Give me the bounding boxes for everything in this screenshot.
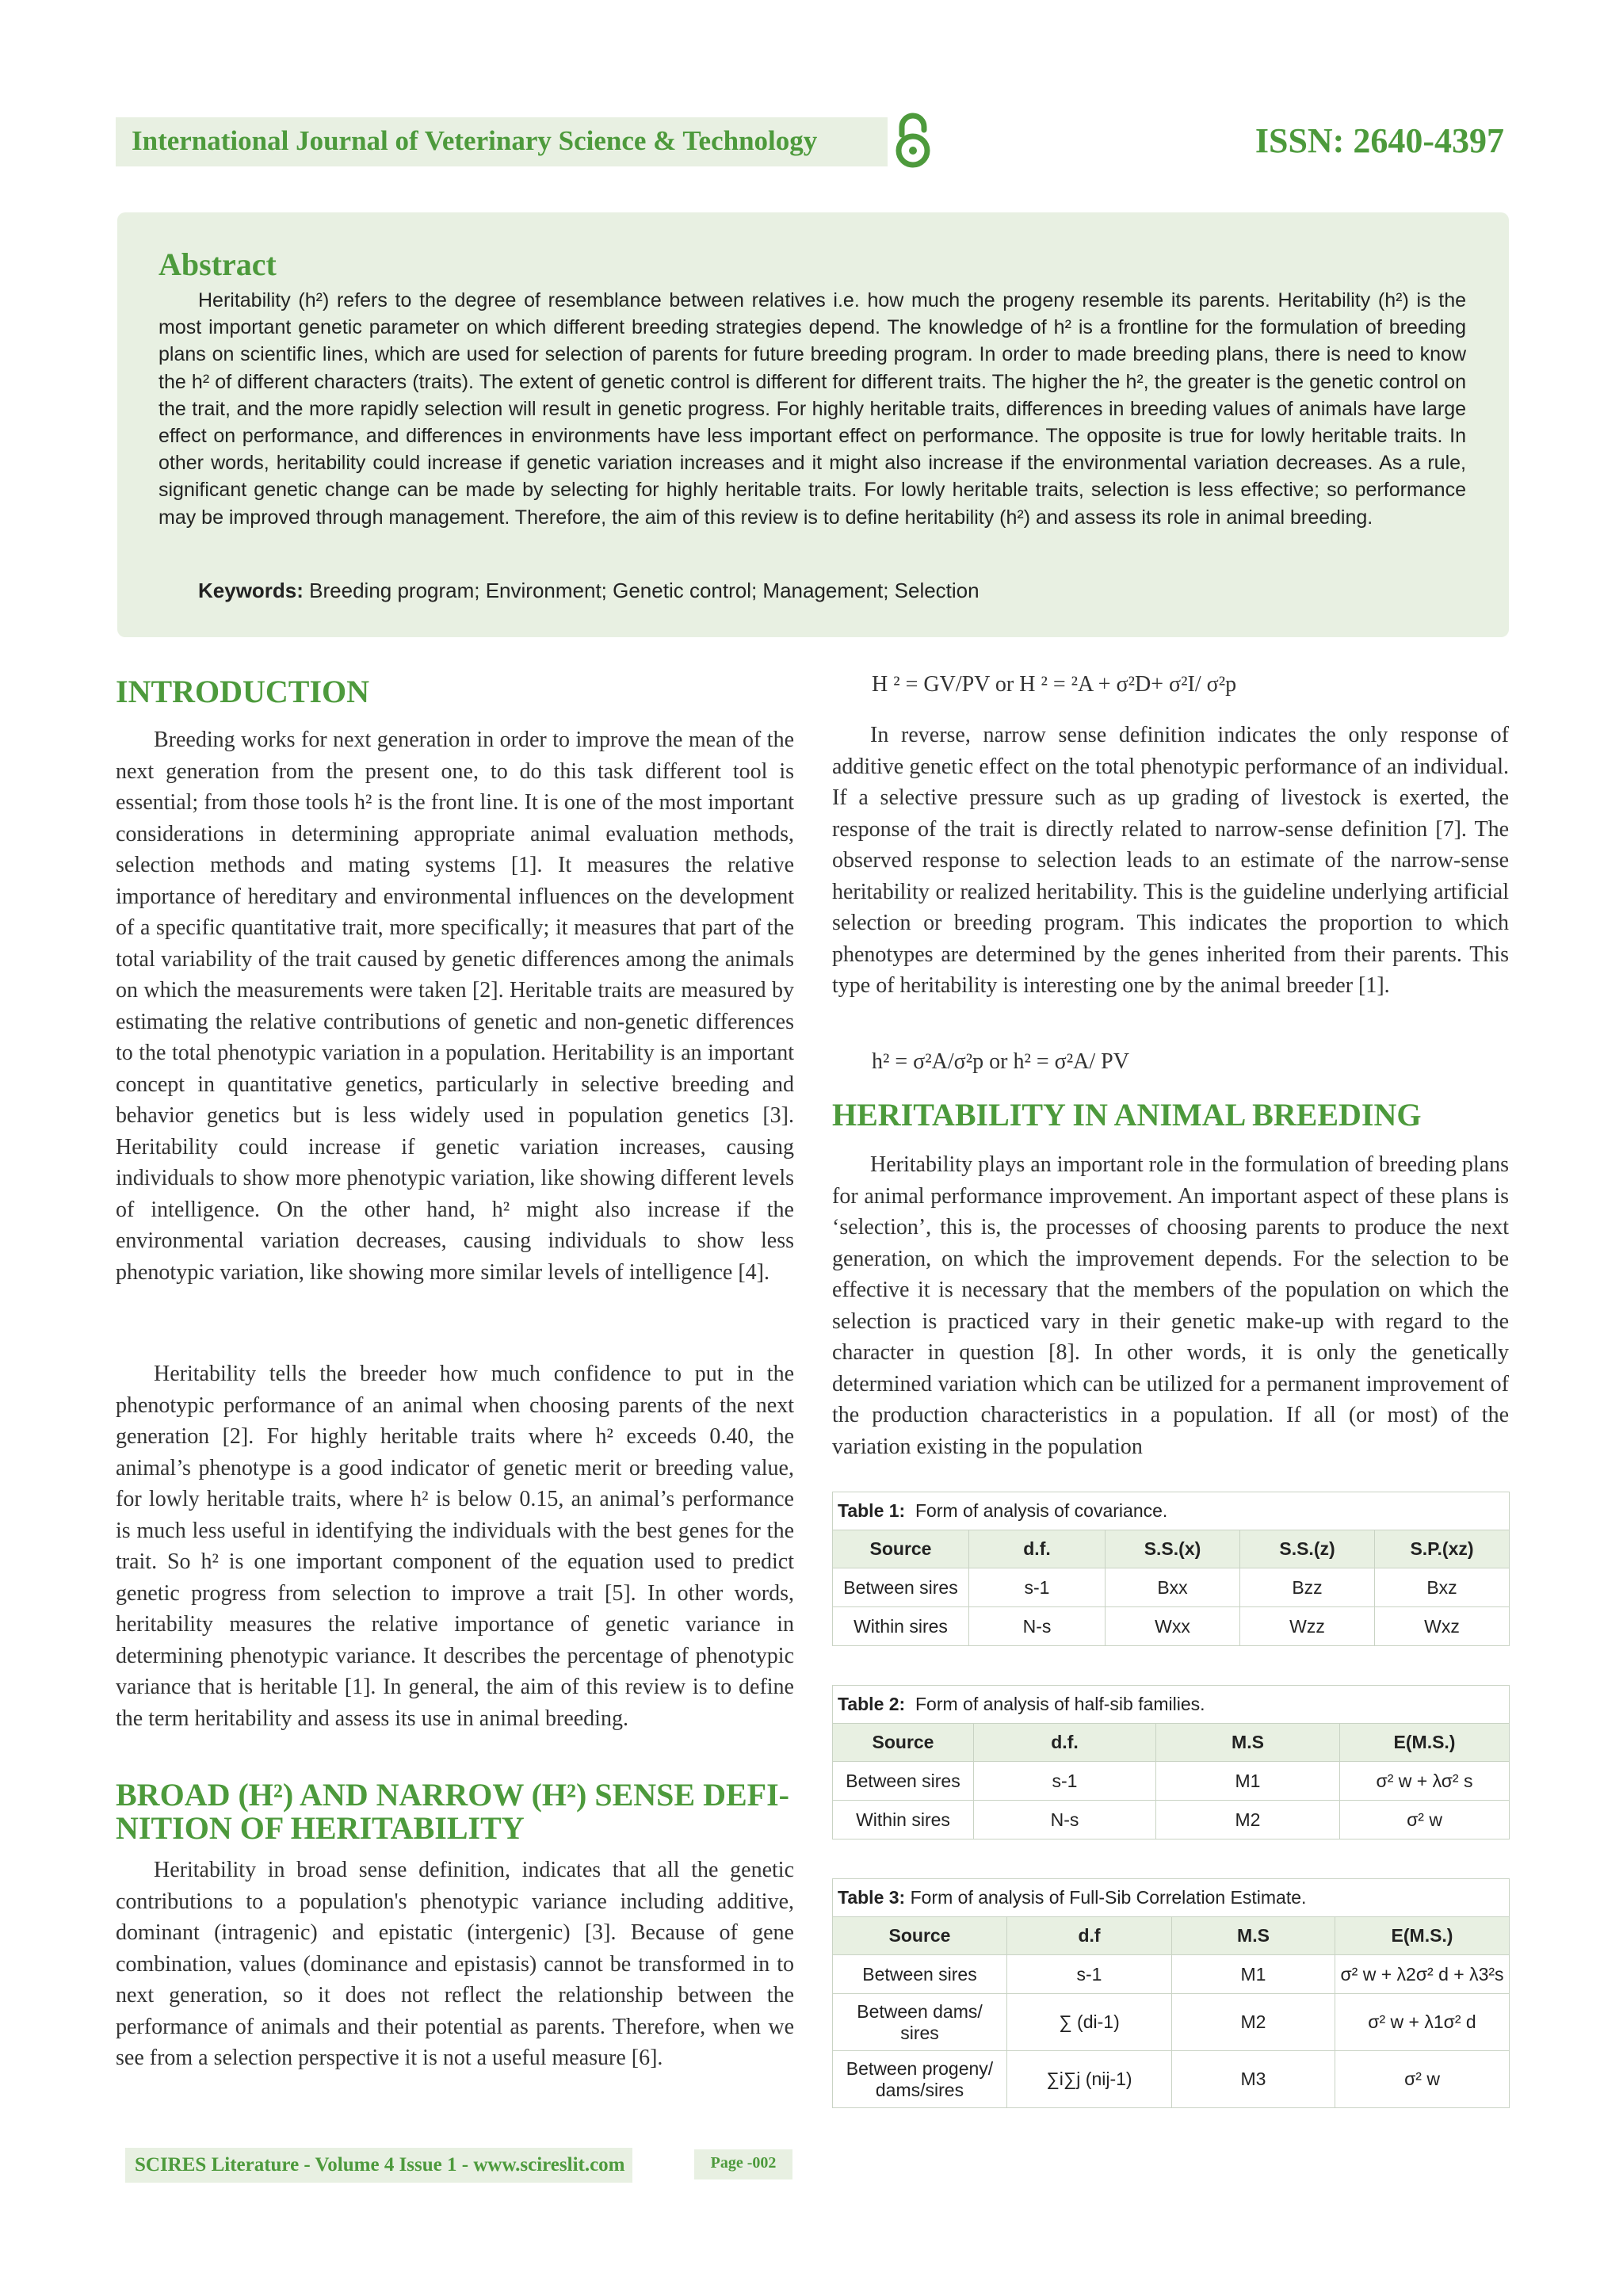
table-1-header: S.S.(x): [1106, 1530, 1240, 1568]
table-cell: σ² w + λ1σ² d: [1335, 1994, 1510, 2051]
table-3-header: d.f: [1007, 1917, 1172, 1955]
table-cell: Bxz: [1375, 1568, 1510, 1607]
table-cell: ∑ (di-1): [1007, 1994, 1172, 2051]
animal-breeding-heading: HERITABILITY IN ANIMAL BREEDING: [832, 1097, 1422, 1133]
issn: ISSN: 2640-4397: [1254, 121, 1504, 160]
table-cell: Between sires: [833, 1568, 969, 1607]
table-cell: Between dams/ sires: [833, 1994, 1007, 2051]
table-cell: Bxx: [1106, 1568, 1240, 1607]
broad-sense-text: Heritability in broad sense definition, indicates that all the genetic contributions to a population's phenotypic variance including additive, dominant (intragenic) and epistatic (intergenic) [3]. Because of gene combination, values (dominance and epistasis) cannot be transformed in to next generation, so it does not reflect the relationship between the performance of animals and their potential as parents. Therefore, when we see from a selection perspective it is not a useful measure [6].: [116, 1858, 794, 2070]
broad-narrow-heading-line2: NITION OF HERITABILITY: [116, 1810, 525, 1846]
table-cell: N-s: [974, 1801, 1156, 1839]
table-cell: Between progeny/ dams/sires: [833, 2051, 1007, 2108]
table-1-header: S.P.(xz): [1375, 1530, 1510, 1568]
table-cell: Between sires: [833, 1955, 1007, 1994]
table-cell: M1: [1156, 1762, 1340, 1801]
table-cell: M2: [1156, 1801, 1340, 1839]
table-1: [832, 1492, 1509, 1646]
introduction-heading: INTRODUCTION: [116, 674, 370, 709]
table-2-label: Table 2:: [838, 1694, 906, 1714]
table-row: [833, 1801, 1510, 1839]
narrow-heritability-formula: h² = σ²A/σ²p or h² = σ²A/ PV: [872, 1049, 1129, 1074]
table-2-caption: [833, 1686, 1510, 1724]
table-1-header: d.f.: [969, 1530, 1106, 1568]
introduction-paragraph-1: [116, 724, 794, 1288]
table-1-label: Table 1:: [838, 1500, 906, 1521]
table-3-caption: [833, 1879, 1510, 1917]
table-1-caption-text: Form of analysis of covariance.: [915, 1500, 1168, 1521]
table-cell: σ² w + λ2σ² d + λ3²s: [1335, 1955, 1510, 1994]
table-2-caption-text: Form of analysis of half-sib families.: [915, 1694, 1205, 1714]
table-2: [832, 1685, 1509, 1839]
table-3-header: E(M.S.): [1335, 1917, 1510, 1955]
table-cell: M1: [1172, 1955, 1335, 1994]
table-3-label: Table 3:: [838, 1887, 906, 1908]
table-cell: σ² w: [1335, 2051, 1510, 2108]
introduction-p2-text: Heritability tells the breeder how much confidence to put in the phenotypic performance of an animal when choosing parents of the next generation [2]. For highly heritable traits where h² exceeds 0.40, the animal’s phenotype is a good indicator of genetic merit or breeding value, for lowly heritable traits, where h² is below 0.15, an animal’s performance is much less useful in identifying the individuals with the best genes for the trait. So h² is one important component of the equation used to predict genetic progress from selection to improve a trait [5]. In other words, heritability measures the relative importance of genetic variance in determining phenotypic variance. It describes the percentage of phenotypic variance that is heritable [1]. In general, the aim of this review is to define the term heritability and assess its use in animal breeding.: [116, 1362, 794, 1731]
keywords-label: Keywords:: [198, 579, 304, 602]
table-3-header: Source: [833, 1917, 1007, 1955]
table-cell: Wxx: [1106, 1607, 1240, 1646]
table-2-header: M.S: [1156, 1724, 1340, 1762]
table-cell: M2: [1172, 1994, 1335, 2051]
table-3-caption-text: Form of analysis of Full-Sib Correlation Estimate.: [910, 1887, 1307, 1908]
page-number: Page -002: [710, 2154, 777, 2172]
broad-narrow-heading: [116, 1778, 789, 1845]
table-2-header: Source: [833, 1724, 974, 1762]
table-2-header: E(M.S.): [1340, 1724, 1510, 1762]
table-cell: Within sires: [833, 1801, 974, 1839]
table-cell: s-1: [1007, 1955, 1172, 1994]
animal-breeding-paragraph: [832, 1149, 1509, 1462]
table-3: [832, 1878, 1509, 2108]
footer-citation: SCIRES Literature - Volume 4 Issue 1 - www.scireslit.com: [135, 2154, 625, 2176]
broad-heritability-formula: H ² = GV/PV or H ² = ²A + σ²D+ σ²I/ σ²p: [872, 672, 1237, 697]
introduction-p1-text: Breeding works for next generation in order to improve the mean of the next generation from the present one, to do this task different tool is essential; from those tools h² is the front line. It is one of the most important considerations in determining appropriate animal evaluation methods, selection methods and mating systems [1]. It measures the relative importance of hereditary and environmental influences on the development of a specific quantitative trait, more specifically; it measures that part of the total variability of the trait caused by genetic differences among the animals on which the measurements were taken [2]. Heritable traits are measured by estimating the relative contributions of genetic and non-genetic differences to the total phenotypic variation in a population. Heritability is an important concept in quantitative genetics, particularly in selective breeding and behavior genetics but is less widely used in population genetics [3]. Heritability could increase if genetic variation increases, causing individuals to show more phenotypic variation, like showing different levels of intelligence. On the other hand, h² might also increase if the environmental variation decreases, causing individuals to show less phenotypic variation, like showing more similar levels of intelligence [4].: [116, 728, 794, 1285]
table-cell: Between sires: [833, 1762, 974, 1801]
table-cell: Within sires: [833, 1607, 969, 1646]
broad-sense-paragraph: [116, 1855, 794, 2074]
table-row: [833, 1607, 1510, 1646]
table-row: [833, 2051, 1510, 2108]
narrow-sense-paragraph: [832, 720, 1509, 1002]
animal-breeding-text: Heritability plays an important role in the formulation of breeding plans for animal performance improvement. An important aspect of these plans is ‘selection’, this is, the processes of choosing parents to produce the next generation, on which the improvement depends. For the selection to be effective it is necessary that the members of the population on which the selection is practiced vary in their genetic make-up with regard to the character in question [8]. In other words, it is only the genetically determined variation which can be utilized for a permanent improvement of the production characteristics in a population. If all (or most) of the variation existing in the population: [832, 1152, 1509, 1459]
table-row: [833, 1568, 1510, 1607]
keywords: [198, 579, 980, 603]
table-cell: s-1: [969, 1568, 1106, 1607]
table-1-header: S.S.(z): [1240, 1530, 1375, 1568]
keywords-list: Breeding program; Environment; Genetic control; Management; Selection: [309, 579, 980, 602]
abstract-heading: Abstract: [158, 246, 277, 282]
table-cell: s-1: [974, 1762, 1156, 1801]
table-cell: Bzz: [1240, 1568, 1375, 1607]
table-cell: σ² w + λσ² s: [1340, 1762, 1510, 1801]
narrow-sense-text: In reverse, narrow sense definition indicates the only response of additive genetic effect on the total phenotypic performance of an individual. If a selective pressure such as up grading of livestock is exerted, the response of the trait is directly related to narrow-sense definition [7]. The observed response to selection leads to an estimate of the narrow-sense heritability or realized heritability. This is the guideline underlying artificial selection or breeding program. This indicates the proportion to which phenotypes are determined by the genes inherited from their parents. This type of heritability is interesting one by the animal breeder [1].: [832, 723, 1509, 998]
table-cell: M3: [1172, 2051, 1335, 2108]
table-cell: Wzz: [1240, 1607, 1375, 1646]
table-2-header: d.f.: [974, 1724, 1156, 1762]
introduction-paragraph-2: [116, 1358, 794, 1734]
table-1-caption: [833, 1492, 1510, 1530]
journal-title: International Journal of Veterinary Science & Technology: [132, 125, 818, 156]
table-3-header: M.S: [1172, 1917, 1335, 1955]
table-cell: ∑i∑j (nij-1): [1007, 2051, 1172, 2108]
table-cell: σ² w: [1340, 1801, 1510, 1839]
open-access-icon: [894, 111, 932, 171]
table-cell: Wxz: [1375, 1607, 1510, 1646]
table-row: [833, 1955, 1510, 1994]
table-row: [833, 1762, 1510, 1801]
broad-narrow-heading-line1: BROAD (H²) AND NARROW (H²) SENSE DEFI-: [116, 1777, 789, 1813]
table-1-header: Source: [833, 1530, 969, 1568]
table-row: [833, 1994, 1510, 2051]
abstract-text: Heritability (h²) refers to the degree of resemblance between relatives i.e. how much the progeny resemble its parents. Heritability (h²) is the most important genetic parameter on which different breeding strategies depend. The knowledge of h² is a frontline for the formulation of breeding plans on scientific lines, which are used for selection of parents for future breeding program. In order to made breeding plans, there is need to know the h² of different characters (traits). The extent of genetic control is different for different traits. The higher the h², the greater is the genetic control on the trait, and the more rapidly selection will result in genetic progress. For highly heritable traits, differences in breeding values of animals have large effect on performance, and differences in environments have less important effect on performance. The opposite is true for lowly heritable traits. In other words, heritability could increase if genetic variation increases and it might also increase if the environmental variation decreases. As a rule, significant genetic change can be made by selecting for highly heritable traits. For lowly heritable traits, selection is less effective; so performance may be improved through management. Therefore, the aim of this review is to define heritability (h²) and assess its role in animal breeding.: [158, 289, 1466, 529]
table-cell: N-s: [969, 1607, 1106, 1646]
